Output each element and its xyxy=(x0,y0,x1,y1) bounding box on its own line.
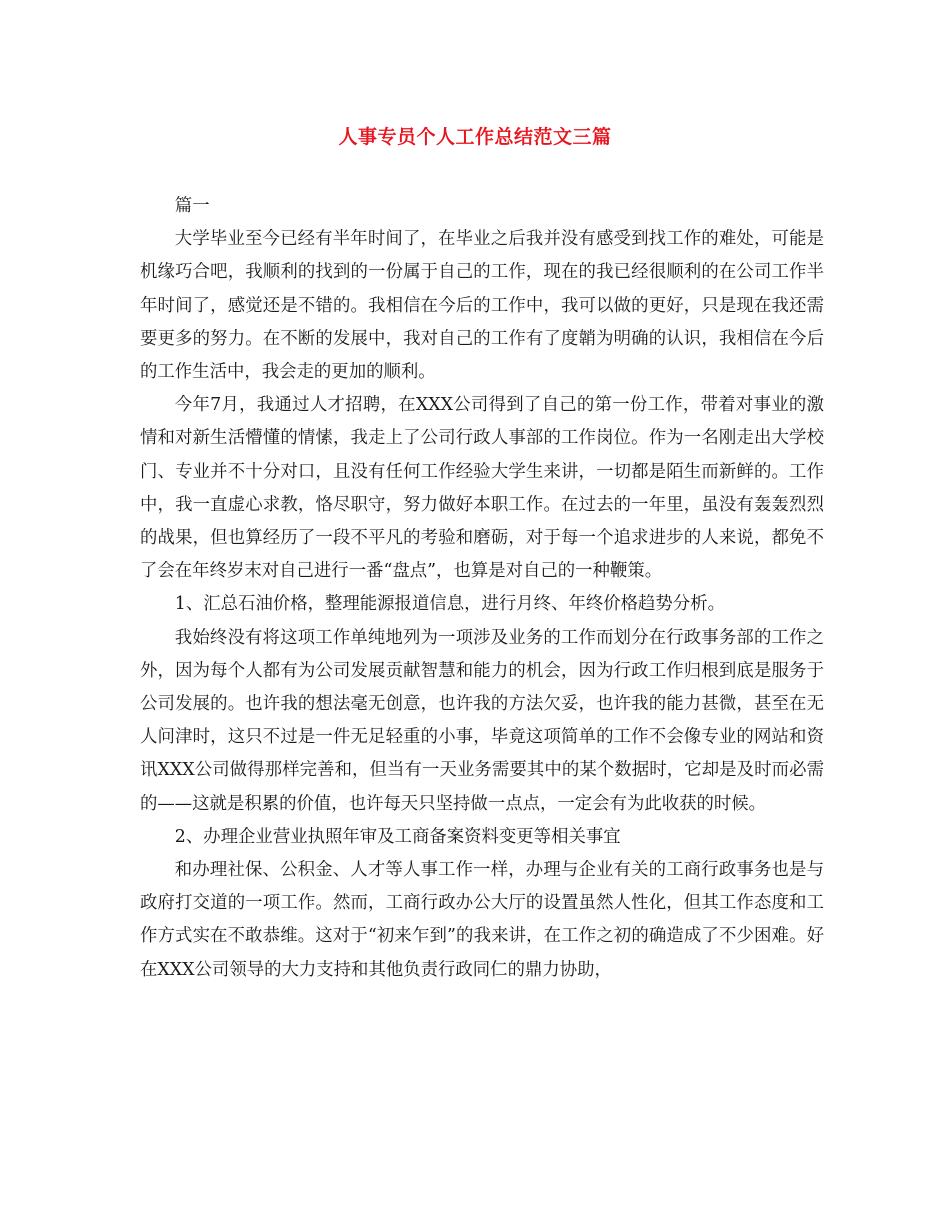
list-item-heading: 1、汇总石油价格，整理能源报道信息，进行月终、年终价格趋势分析。 xyxy=(174,594,725,615)
paragraph: 和办理社保、公积金、人才等人事工作一样，办理与企业有关的工商行政事务也是与政府打交道的一项工作。然而，工商行政办公大厅的设置虽然人性化，但其工作态度和工作方式实在不敢恭维。这对于“初来乍到”的我来讲，在工作之初的确造成了不少困难。好在XXX公司领导的大力支持和其他负责行政同仁的鼎力协助， xyxy=(140,860,824,980)
list-item-heading: 2、办理企业营业执照年审及工商备案资料变更等相关事宜 xyxy=(174,826,621,847)
section-heading: 篇一 xyxy=(174,196,210,216)
paragraph: 我始终没有将这项工作单纯地列为一项涉及业务的工作而划分在行政事务部的工作之外，因为每个人都有为公司发展贡献智慧和能力的机会，因为行政工作归根到底是服务于公司发展的。也许我的想法毫无创意，也许我的方法欠妥，也许我的能力甚微，甚至在无人问津时，这只不过是一件无足轻重的小事，毕竟这项简单的工作不会像专业的网站和资讯XXX公司做得那样完善和，但当有一天业务需要其中的某个数据时，它却是及时而必需的——这就是积累的价值，也许每天只坚持做一点点，一定会有为此收获的时候。 xyxy=(140,627,824,814)
paragraph: 大学毕业至今已经有半年时间了，在毕业之后我并没有感受到找工作的难处，可能是机缘巧合吧，我顺利的找到的一份属于自己的工作，现在的我已经很顺利的在公司工作半年时间了，感觉还是不错的。我相信在今后的工作中，我可以做的更好，只是现在我还需要更多的努力。在不断的发展中，我对自己的工作有了度韒为明确的认识，我相信在今后的工作生活中，我会走的更加的顺利。 xyxy=(140,229,824,383)
document-title: 人事专员个人工作总结范文三篇 xyxy=(338,126,612,148)
document-body xyxy=(140,190,824,987)
paragraph: 今年7月，我通过人才招聘，在XXX公司得到了自己的第一份工作，带着对事业的激情和对新生活懵懂的情愫，我走上了公司行政人事部的工作岗位。作为一名刚走出大学校门、专业并不十分对口，且没有任何工作经验大学生来讲，一切都是陌生而新鲜的。工作中，我一直虚心求教，恪尽职守，努力做好本职工作。在过去的一年里，虽没有轰轰烈烈的战果，但也算经历了一段不平凡的考验和磨砺，对于每一个追求进步的人来说，都免不了会在年终岁末对自己进行一番“盘点”，也算是对自己的一种鞭策。 xyxy=(140,395,824,582)
